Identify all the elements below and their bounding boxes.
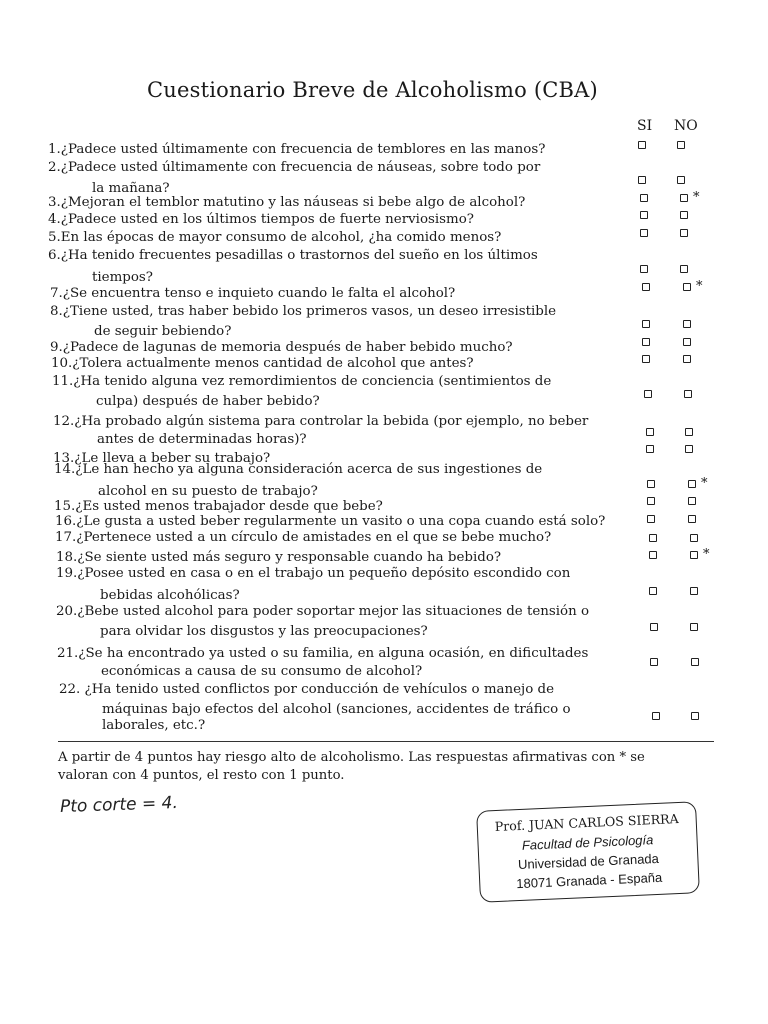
question-text-continuation: tiempos? (92, 270, 153, 285)
question-text-continuation: bebidas alcohólicas? (100, 588, 240, 603)
author-stamp (476, 801, 700, 903)
column-header-si: SI (637, 118, 653, 134)
checkbox-no[interactable] (688, 480, 696, 488)
checkbox-no[interactable] (680, 229, 688, 237)
question-text: 18.¿Se siente usted más seguro y responsable cuando ha bebido? (56, 550, 502, 565)
scoring-note-line-2: valoran con 4 puntos, el resto con 1 punto. (58, 768, 345, 783)
checkbox-si[interactable] (640, 229, 648, 237)
checkbox-si[interactable] (638, 141, 646, 149)
checkbox-no[interactable] (680, 194, 688, 202)
question-text: 10.¿Tolera actualmente menos cantidad de alcohol que antes? (51, 356, 474, 371)
page-title: Cuestionario Breve de Alcoholismo (CBA) (147, 78, 598, 102)
checkbox-no[interactable] (683, 283, 691, 291)
checkbox-si[interactable] (646, 445, 654, 453)
checkbox-no[interactable] (690, 534, 698, 542)
checkbox-si[interactable] (642, 338, 650, 346)
question-text: 1.¿Padece usted últimamente con frecuencia de temblores en las manos? (48, 142, 546, 157)
checkbox-no[interactable] (691, 658, 699, 666)
stamp-faculty: Facultad de Psicología (521, 832, 654, 853)
asterisk-marker: * (696, 279, 703, 294)
checkbox-no[interactable] (691, 712, 699, 720)
asterisk-marker: * (701, 476, 708, 491)
checkbox-no[interactable] (688, 497, 696, 505)
checkbox-no[interactable] (685, 445, 693, 453)
question-text: 19.¿Posee usted en casa o en el trabajo un pequeño depósito escondido con (56, 566, 571, 581)
checkbox-si[interactable] (640, 265, 648, 273)
checkbox-si[interactable] (638, 176, 646, 184)
question-text: 7.¿Se encuentra tenso e inquieto cuando le falta el alcohol? (50, 286, 456, 301)
question-text: 15.¿Es usted menos trabajador desde que bebe? (54, 499, 383, 514)
question-text-continuation: antes de determinadas horas)? (97, 432, 307, 447)
question-text: 2.¿Padece usted últimamente con frecuencia de náuseas, sobre todo por (48, 160, 541, 175)
checkbox-no[interactable] (690, 587, 698, 595)
checkbox-no[interactable] (685, 428, 693, 436)
question-text-continuation: culpa) después de haber bebido? (96, 394, 320, 409)
checkbox-si[interactable] (652, 712, 660, 720)
question-text: 13.¿Le lleva a beber su trabajo? (53, 451, 271, 466)
question-text: 21.¿Se ha encontrado ya usted o su familia, en alguna ocasión, en dificultades (57, 646, 589, 661)
question-text: 3.¿Mejoran el temblor matutino y las náuseas si bebe algo de alcohol? (48, 195, 526, 210)
question-text-continuation: económicas a causa de su consumo de alcohol? (101, 664, 423, 679)
checkbox-no[interactable] (680, 211, 688, 219)
checkbox-no[interactable] (684, 390, 692, 398)
checkbox-si[interactable] (649, 551, 657, 559)
scoring-note-line-1: A partir de 4 puntos hay riesgo alto de alcoholismo. Las respuestas afirmativas con * se (58, 750, 645, 765)
stamp-name: Prof. JUAN CARLOS SIERRA (494, 811, 679, 835)
checkbox-si[interactable] (650, 658, 658, 666)
checkbox-si[interactable] (647, 480, 655, 488)
question-text-continuation: laborales, etc.? (102, 718, 206, 733)
checkbox-si[interactable] (649, 587, 657, 595)
question-text: 5.En las épocas de mayor consumo de alcohol, ¿ha comido menos? (48, 230, 502, 245)
column-header-no: NO (674, 118, 698, 134)
question-text-continuation: alcohol en su puesto de trabajo? (98, 484, 318, 499)
checkbox-no[interactable] (683, 355, 691, 363)
checkbox-no[interactable] (683, 320, 691, 328)
checkbox-no[interactable] (683, 338, 691, 346)
question-text: 12.¿Ha probado algún sistema para controlar la bebida (por ejemplo, no beber (53, 414, 589, 429)
checkbox-si[interactable] (646, 428, 654, 436)
checkbox-no[interactable] (677, 176, 685, 184)
checkbox-si[interactable] (649, 534, 657, 542)
checkbox-no[interactable] (690, 623, 698, 631)
checkbox-si[interactable] (640, 194, 648, 202)
checkbox-si[interactable] (650, 623, 658, 631)
asterisk-marker: * (693, 190, 700, 205)
stamp-university: Universidad de Granada (517, 850, 660, 873)
question-text: 6.¿Ha tenido frecuentes pesadillas o trastornos del sueño en los últimos (48, 248, 538, 263)
question-text: 9.¿Padece de lagunas de memoria después de haber bebido mucho? (50, 340, 513, 355)
checkbox-si[interactable] (647, 497, 655, 505)
question-text-continuation: máquinas bajo efectos del alcohol (sanciones, accidentes de tráfico o (102, 702, 571, 717)
question-text: 22. ¿Ha tenido usted conflictos por conducción de vehículos o manejo de (59, 682, 555, 697)
stamp-address: 18071 Granada - España (515, 869, 663, 892)
question-text-continuation: la mañana? (92, 181, 170, 196)
question-text: 11.¿Ha tenido alguna vez remordimientos de conciencia (sentimientos de (52, 374, 552, 389)
question-text-continuation: de seguir bebiendo? (94, 324, 232, 339)
question-text: 8.¿Tiene usted, tras haber bebido los primeros vasos, un deseo irresistible (50, 304, 557, 319)
checkbox-si[interactable] (640, 211, 648, 219)
checkbox-si[interactable] (644, 390, 652, 398)
question-text: 14.¿Le han hecho ya alguna consideración acerca de sus ingestiones de (54, 462, 543, 477)
checkbox-no[interactable] (677, 141, 685, 149)
question-text: 16.¿Le gusta a usted beber regularmente un vasito o una copa cuando está solo? (55, 514, 606, 529)
checkbox-si[interactable] (642, 320, 650, 328)
question-text: 17.¿Pertenece usted a un círculo de amistades en el que se bebe mucho? (55, 530, 552, 545)
divider-line (58, 741, 714, 742)
question-text: 4.¿Padece usted en los últimos tiempos de fuerte nerviosismo? (48, 212, 474, 227)
handwritten-cutoff-note: Pto corte = 4. (59, 792, 179, 818)
question-text: 20.¿Bebe usted alcohol para poder soportar mejor las situaciones de tensión o (56, 604, 590, 619)
checkbox-no[interactable] (680, 265, 688, 273)
checkbox-no[interactable] (688, 515, 696, 523)
asterisk-marker: * (703, 547, 710, 562)
checkbox-no[interactable] (690, 551, 698, 559)
checkbox-si[interactable] (642, 283, 650, 291)
checkbox-si[interactable] (647, 515, 655, 523)
checkbox-si[interactable] (642, 355, 650, 363)
question-text-continuation: para olvidar los disgustos y las preocupaciones? (100, 624, 428, 639)
